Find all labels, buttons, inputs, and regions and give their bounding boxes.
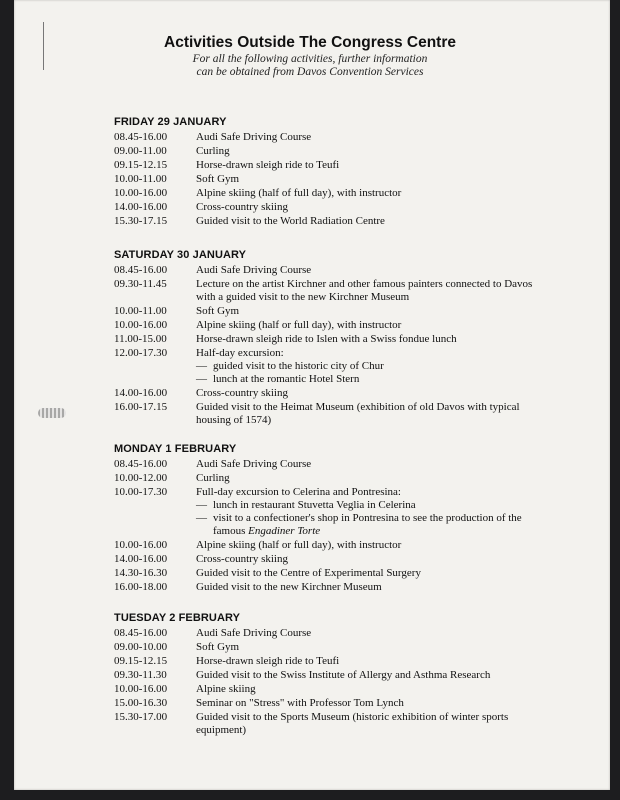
- schedule-row: [114, 669, 554, 682]
- row-time: 08.45-16.00: [114, 458, 168, 470]
- row-activity: Alpine skiing (half or full day), with instructor: [196, 319, 402, 331]
- row-activity: Curling: [196, 145, 230, 157]
- sub-item-tail: famous: [213, 525, 249, 537]
- day-section-saturday: [114, 249, 554, 428]
- row-activity: Audi Safe Driving Course: [196, 627, 312, 639]
- schedule-row: [114, 187, 554, 200]
- row-time: 14.00-16.00: [114, 553, 168, 565]
- schedule-row: [114, 581, 554, 594]
- page-title: Activities Outside The Congress Centre: [164, 34, 456, 51]
- row-time: 09.30-11.45: [114, 278, 167, 290]
- schedule-row: [114, 145, 554, 158]
- row-time: 14.30-16.30: [114, 567, 168, 579]
- row-time: 16.00-18.00: [114, 581, 168, 593]
- row-time: 10.00-17.30: [114, 486, 168, 498]
- schedule-row: [114, 159, 554, 172]
- schedule-row: [114, 472, 554, 485]
- schedule-row: [114, 458, 554, 471]
- sub-item: lunch at the romantic Hotel Stern: [213, 373, 360, 385]
- sub-item: lunch in restaurant Stuvetta Veglia in Celerina: [213, 499, 416, 511]
- schedule-row: [114, 215, 554, 228]
- row-activity: Alpine skiing (half of full day), with instructor: [196, 187, 402, 199]
- day-heading: MONDAY 1 FEBRUARY: [114, 443, 237, 455]
- schedule-row: [114, 627, 554, 640]
- row-activity-cont: with a guided visit to the new Kirchner Museum: [196, 291, 410, 303]
- row-activity: Cross-country skiing: [196, 201, 288, 213]
- row-activity: Guided visit to the Swiss Institute of Allergy and Asthma Research: [196, 669, 491, 681]
- schedule-row: [114, 333, 554, 346]
- row-time: 08.45-16.00: [114, 264, 168, 276]
- row-activity: Half-day excursion:: [196, 347, 284, 359]
- schedule-row: [114, 173, 554, 186]
- sub-item: visit to a confectioner's shop in Pontresina to see the production of the: [213, 512, 522, 524]
- row-activity: Seminar on "Stress" with Professor Tom Lynch: [196, 697, 404, 709]
- subtitle-line-2: can be obtained from Davos Convention Services: [196, 66, 424, 78]
- row-time: 08.45-16.00: [114, 131, 168, 143]
- schedule-row: [114, 697, 554, 710]
- schedule-row: [114, 305, 554, 318]
- schedule-row: [114, 278, 554, 304]
- row-activity: Alpine skiing (half or full day), with instructor: [196, 539, 402, 551]
- staple-mark: [38, 408, 66, 418]
- row-activity-cont: housing of 1574): [196, 414, 272, 426]
- row-time: 15.00-16.30: [114, 697, 168, 709]
- row-time: 08.45-16.00: [114, 627, 168, 639]
- day-section-friday: [114, 116, 554, 229]
- row-time: 09.00-10.00: [114, 641, 168, 653]
- schedule-row: [114, 553, 554, 566]
- day-heading: FRIDAY 29 JANUARY: [114, 116, 227, 128]
- row-time: 10.00-16.00: [114, 539, 168, 551]
- row-activity: Soft Gym: [196, 305, 240, 317]
- day-section-tuesday: [114, 612, 554, 738]
- row-time: 10.00-16.00: [114, 187, 168, 199]
- day-heading: SATURDAY 30 JANUARY: [114, 249, 247, 261]
- row-activity: Horse-drawn sleigh ride to Islen with a Swiss fondue lunch: [196, 333, 457, 345]
- schedule-row: [114, 387, 554, 400]
- row-activity: Cross-country skiing: [196, 553, 288, 565]
- row-activity: Audi Safe Driving Course: [196, 458, 312, 470]
- row-time: 16.00-17.15: [114, 401, 168, 413]
- subtitle-line-1: For all the following activities, further information: [192, 53, 428, 65]
- row-time: 10.00-12.00: [114, 472, 168, 484]
- schedule-row: [114, 264, 554, 277]
- row-time: 14.00-16.00: [114, 201, 168, 213]
- schedule-row: [114, 683, 554, 696]
- row-time: 09.00-11.00: [114, 145, 167, 157]
- row-time: 09.15-12.15: [114, 159, 168, 171]
- row-activity: Full-day excursion to Celerina and Pontresina:: [196, 486, 401, 498]
- schedule-row: [114, 567, 554, 580]
- row-time: 15.30-17.00: [114, 711, 168, 723]
- row-activity: Alpine skiing: [196, 683, 256, 695]
- row-time: 10.00-16.00: [114, 319, 168, 331]
- row-time: 09.15-12.15: [114, 655, 168, 667]
- schedule-row: 12.00-17.30 Half-day excursion: — guided visit to the historic city of Chur — lunch at the romantic Hotel Stern: [114, 347, 384, 385]
- row-activity-cont: equipment): [196, 724, 247, 736]
- row-time: 11.00-15.00: [114, 333, 167, 345]
- row-time: 10.00-11.00: [114, 173, 167, 185]
- schedule-row: [114, 131, 554, 144]
- row-activity: Guided visit to the new Kirchner Museum: [196, 581, 382, 593]
- schedule-row: [114, 711, 554, 737]
- row-activity: Horse-drawn sleigh ride to Teufi: [196, 159, 340, 171]
- row-activity: Soft Gym: [196, 641, 240, 653]
- row-activity: Guided visit to the World Radiation Centre: [196, 215, 385, 227]
- schedule-row: [114, 401, 554, 427]
- schedule-row: [114, 201, 554, 214]
- row-activity: Audi Safe Driving Course: [196, 264, 312, 276]
- schedule-row: [114, 539, 554, 552]
- day-section-monday: [114, 443, 554, 595]
- schedule-row: [114, 319, 554, 332]
- row-activity: Soft Gym: [196, 173, 240, 185]
- row-time: 15.30-17.15: [114, 215, 168, 227]
- row-activity: Cross-country skiing: [196, 387, 288, 399]
- row-activity: Lecture on the artist Kirchner and other famous painters connected to Davos: [196, 278, 533, 290]
- row-time: 10.00-16.00: [114, 683, 168, 695]
- day-heading: TUESDAY 2 FEBRUARY: [114, 612, 241, 624]
- sub-item-italic: Engadiner Torte: [248, 525, 321, 537]
- row-activity: Curling: [196, 472, 230, 484]
- row-time: 14.00-16.00: [114, 387, 168, 399]
- row-activity: Guided visit to the Sports Museum (historic exhibition of winter sports: [196, 711, 509, 723]
- row-activity: Guided visit to the Heimat Museum (exhibition of old Davos with typical: [196, 401, 520, 413]
- schedule-row: [114, 641, 554, 654]
- row-time: 12.00-17.30: [114, 347, 168, 359]
- schedule-row: [114, 655, 554, 668]
- row-activity: Guided visit to the Centre of Experimental Surgery: [196, 567, 421, 579]
- row-time: 09.30-11.30: [114, 669, 167, 681]
- schedule-row: 10.00-17.30 Full-day excursion to Celerina and Pontresina: — lunch in restaurant Stuvetta Veglia in Celerina — visit to a confectioner's shop in Pontresina to see the production of the famous Engadiner Torte: [114, 486, 522, 537]
- sub-item: guided visit to the historic city of Chur: [213, 360, 384, 372]
- row-activity: Audi Safe Driving Course: [196, 131, 312, 143]
- row-activity: Horse-drawn sleigh ride to Teufi: [196, 655, 340, 667]
- row-time: 10.00-11.00: [114, 305, 167, 317]
